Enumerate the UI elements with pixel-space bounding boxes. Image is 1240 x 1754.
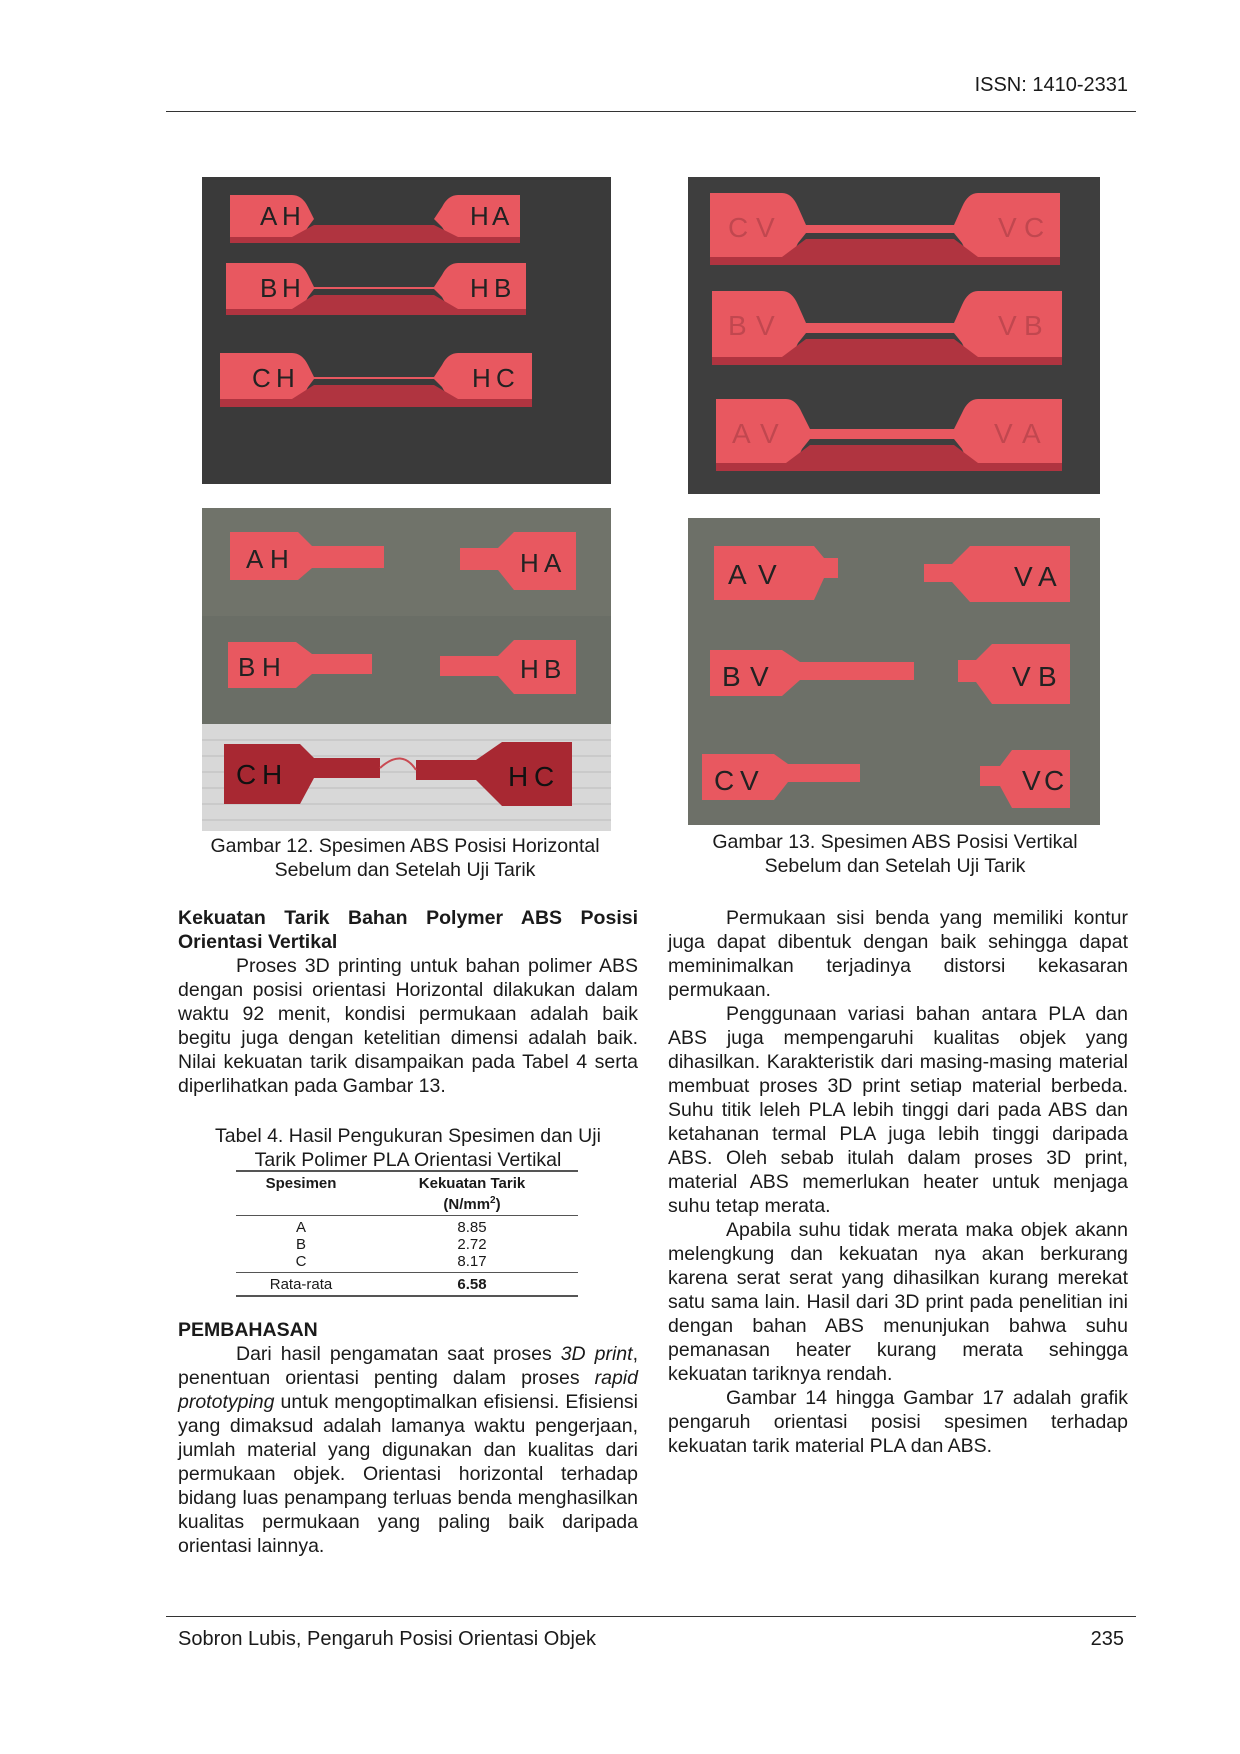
figure13-caption-line2: Sebelum dan Setelah Uji Tarik (764, 855, 1026, 877)
specimen-photo-fig12-before (202, 177, 611, 484)
table4-cell-spesimen: B (295, 1236, 306, 1253)
label-fig13-c-left: C (728, 212, 749, 243)
pembahasan-text-3: untuk mengoptimalkan efisiensi. Efisiensi yang dimaksud adalah lamanya waktu pengerjaan, jumlah material yang digunakan dan kualitas dari permukaan objek. Orientasi horizontal terhadap bidang luas penampang terluas benda menghasilkan kualitas permukaan yang paling baik daripada orientasi lainnya. (178, 1391, 638, 1557)
label-broken-h-right: H (520, 548, 539, 578)
label-broken-a-right: A (544, 548, 562, 578)
label-fig13b-v-right: V (1014, 561, 1033, 592)
fig12-before-photo (202, 177, 611, 484)
table4-header-unit-close: ) (495, 1196, 501, 1213)
label-fig13-v-right-2: V (998, 310, 1017, 341)
fig12-after-photo (202, 508, 611, 831)
page-number: 235 (1090, 1628, 1124, 1650)
specimen-photo-fig13-after (688, 518, 1100, 825)
label-h-left-3: H (276, 363, 295, 393)
table4-header-spesimen: Spesimen (265, 1175, 337, 1192)
label-broken-a-left: A (246, 544, 264, 574)
journal-issn: ISSN: 1410-2331 (974, 74, 1128, 96)
table-row (236, 1253, 578, 1273)
figure12-caption-line1: Gambar 12. Spesimen ABS Posisi Horizontal (210, 835, 600, 857)
table4 (236, 1170, 578, 1297)
table4-header-unit-sup: 2 (490, 1195, 496, 1206)
label-fig13b-v-left-3: V (740, 765, 759, 796)
specimen-photo-fig13-before (688, 177, 1100, 494)
label-b-left: B (260, 273, 278, 303)
right-column (668, 906, 1128, 1458)
label-fig13b-b-left: B (722, 661, 741, 692)
table4-header-unit (366, 1192, 578, 1213)
label-h-left-2: H (282, 273, 301, 303)
label-fig13-b-right: B (1024, 310, 1043, 341)
figure13-caption-line1: Gambar 13. Spesimen ABS Posisi Vertikal (712, 831, 1078, 853)
table-row (236, 1216, 578, 1237)
figure12-caption-line2: Sebelum dan Setelah Uji Tarik (274, 859, 536, 881)
header-rule (166, 111, 1136, 112)
label-fig13b-c-right: C (1044, 765, 1065, 796)
label-c-right: C (496, 363, 515, 393)
table4-cell-value: 8.17 (457, 1253, 487, 1270)
table4-cell-spesimen: A (295, 1219, 306, 1236)
label-a-right: A (492, 201, 510, 231)
table4-header-unit-text: (N/mm (443, 1196, 491, 1213)
label-broken-c-left: C (236, 759, 257, 790)
label-fig13b-v-right-3: V (1022, 765, 1041, 796)
label-fig13-v-left-3: V (760, 418, 779, 449)
fig13-before-photo (688, 177, 1100, 494)
label-broken-h-left-2: H (262, 652, 281, 682)
figure12-caption (180, 834, 630, 882)
label-broken-h-right-3: H (508, 761, 529, 792)
label-fig13-v-left: V (756, 212, 775, 243)
table4-cell-value: 8.85 (457, 1219, 487, 1236)
label-fig13b-v-left: V (758, 559, 777, 590)
table-row-average (236, 1273, 578, 1297)
label-fig13b-a-right: A (1038, 561, 1057, 592)
table4-average-value: 6.58 (457, 1276, 487, 1293)
pembahasan-text-1: Dari hasil pengamatan saat proses (236, 1343, 561, 1365)
paragraph-material-variation: Penggunaan variasi bahan antara PLA dan ABS juga mempengaruhi kualitas objek yang dihasilkan. Karakteristik dari masing-masing material membuat proses 3D print setiap material berbeda. Suhu titik leleh PLA lebih tinggi dari pada ABS dan ketahanan termal PLA juga lebih tinggi daripada ABS. Oleh sebab itulah dalam proses 3D print, material ABS memerlukan heater untuk menjaga suhu tetap merata. (668, 1003, 1128, 1217)
label-fig13b-b-right: B (1038, 661, 1057, 692)
table4-header-kekuatan (366, 1171, 578, 1216)
left-column (178, 906, 638, 1098)
label-h-right-2: H (470, 273, 489, 303)
label-fig13-v-left-2: V (756, 310, 775, 341)
label-fig13-a-left: A (732, 418, 751, 449)
figure13-caption (670, 830, 1120, 878)
paragraph-graph-reference: Gambar 14 hingga Gambar 17 adalah grafik pengaruh orientasi posisi spesimen terhadap kekuatan tarik material PLA dan ABS. (668, 1387, 1128, 1457)
label-fig13-v-right: V (998, 212, 1017, 243)
label-a-left: A (260, 201, 278, 231)
label-broken-c-right: C (534, 761, 555, 792)
label-fig13b-v-left-2: V (750, 661, 769, 692)
label-fig13-b-left: B (728, 310, 747, 341)
label-broken-h-left: H (270, 544, 289, 574)
label-h-right: H (470, 201, 489, 231)
label-h-left: H (282, 201, 301, 231)
label-broken-h-right-2: H (520, 654, 539, 684)
label-c-left: C (252, 363, 271, 393)
pembahasan-text-2: , penentuan orientasi penting dalam proses (178, 1343, 638, 1389)
table4-caption-line2: Tarik Polimer PLA Orientasi Vertikal (254, 1149, 562, 1171)
pembahasan-term-3d-print: 3D print (560, 1343, 633, 1365)
paragraph-abs-vertical: Proses 3D printing untuk bahan polimer ABS dengan posisi orientasi Horizontal dilakukan dalam waktu 92 menit, kondisi permukaan adalah baik begitu juga dengan ketelitian dimensi adalah baik. Nilai kekuatan tarik disampaikan pada Tabel 4 serta diperlihatkan pada Gambar 13. (178, 955, 638, 1097)
paragraph-contour: Permukaan sisi benda yang memiliki kontur juga dapat dibentuk dengan baik sehingga dapat meminimalkan terjadinya distorsi kekasaran permukaan. (668, 907, 1128, 1001)
table4-header-kekuatan-label: Kekuatan Tarik (418, 1175, 526, 1192)
label-fig13b-v-right-2: V (1012, 661, 1031, 692)
footer-rule (166, 1616, 1136, 1617)
label-fig13b-c-left: C (714, 765, 735, 796)
label-fig13b-a-left: A (728, 559, 747, 590)
footer-author-title: Sobron Lubis, Pengaruh Posisi Orientasi Objek (178, 1628, 597, 1650)
table-row (236, 1236, 578, 1253)
label-fig13-v-right-3: V (994, 418, 1013, 449)
table4-average-label: Rata-rata (269, 1276, 333, 1293)
discussion-section (178, 1318, 638, 1558)
table4-caption-line1: Tabel 4. Hasil Pengukuran Spesimen dan Uji (215, 1125, 601, 1147)
paragraph-pembahasan (178, 1342, 638, 1558)
table4-cell-value: 2.72 (457, 1236, 487, 1253)
section-heading-abs-vertical: Kekuatan Tarik Bahan Polymer ABS Posisi Orientasi Vertikal (178, 907, 638, 953)
label-broken-h-left-3: H (262, 759, 283, 790)
label-fig13-a-right: A (1022, 418, 1041, 449)
label-b-right: B (494, 273, 512, 303)
table4-caption (178, 1124, 638, 1172)
table4-cell-spesimen: C (295, 1253, 307, 1270)
label-broken-b-right: B (544, 654, 562, 684)
label-broken-b-left: B (238, 652, 256, 682)
paragraph-temperature: Apabila suhu tidak merata maka objek akann melengkung dan kekuatan nya akan berkurang karena serat serat yang dihasilkan kurang merekat satu sama lain. Hasil dari 3D print pada penelitian ini dengan bahan ABS menunjukan bahwa suhu pemanasan heater kurang merata sehingga kekuatan tariknya rendah. (668, 1219, 1128, 1385)
section-heading-pembahasan: PEMBAHASAN (178, 1319, 318, 1341)
pembahasan-term-rapid-prototyping: rapid prototyping (178, 1367, 638, 1413)
specimen-photo-fig12-after (202, 508, 611, 831)
fig13-after-photo (688, 518, 1100, 825)
label-h-right-3: H (472, 363, 491, 393)
label-fig13-c-right: C (1024, 212, 1045, 243)
